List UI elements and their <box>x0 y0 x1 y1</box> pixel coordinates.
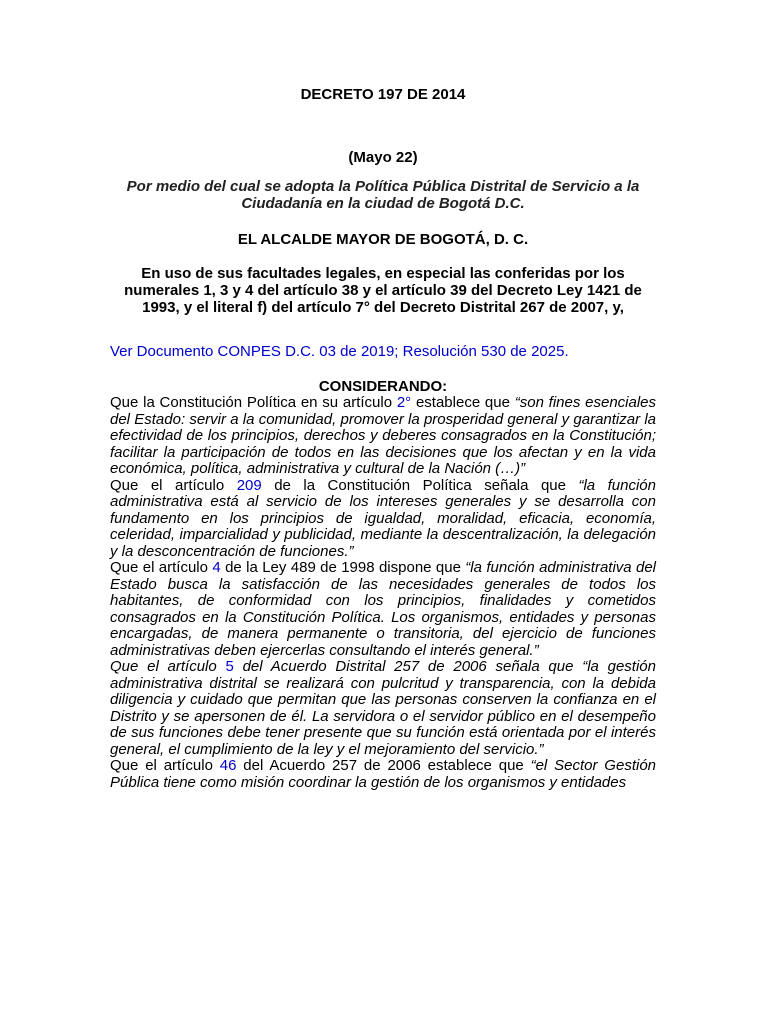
p5-post: del Acuerdo 257 de 2006 establece que <box>236 757 531 774</box>
mayor-heading: EL ALCALDE MAYOR DE BOGOTÁ, D. C. <box>237 231 529 248</box>
document-page <box>110 86 656 791</box>
article-5-link[interactable]: 5 <box>225 658 234 675</box>
decree-title: DECRETO 197 DE 2014 <box>300 86 466 103</box>
p3-quote: “la función administrativa del Estado busca la satisfacción de las necesidades generales de todos los habitantes, de conformidad con los principios, finalidades y cometidos consagrados en la Constitución Política. Los organismos, entidades y personas encargadas, de manera permanente o transitoria, del ejercicio de funciones administrativas deben ejercerlas consultando el interés general.” <box>110 559 657 659</box>
considerando-paragraph-5 <box>110 758 656 791</box>
considerando-heading: CONSIDERANDO: <box>318 378 448 395</box>
considerando-paragraph-1 <box>110 395 656 478</box>
p3-post: de la Ley 489 de 1998 dispone que <box>220 559 466 576</box>
references-link[interactable] <box>110 343 656 360</box>
p1-post: establece que <box>411 394 515 411</box>
article-2-link[interactable]: 2° <box>396 394 412 411</box>
p3-pre: Que el artículo <box>110 559 213 576</box>
p5-pre: Que el artículo <box>110 757 220 774</box>
p4-pre: Que el artículo <box>110 658 226 675</box>
p2-post: de la Constitución Política señala que <box>261 476 579 494</box>
p2-pre: Que el artículo <box>110 476 237 494</box>
p5-quote: “el Sector Gestión Pública tiene como misión coordinar la gestión de los organismos y entidades <box>110 757 657 791</box>
article-209-link[interactable]: 209 <box>236 476 262 494</box>
p1-pre: Que la Constitución Política en su artículo <box>110 394 397 411</box>
references-text[interactable]: Ver Documento CONPES D.C. 03 de 2019; Resolución 530 de 2025. <box>110 343 569 360</box>
article-4-link[interactable]: 4 <box>212 559 221 576</box>
decree-subtitle: Por medio del cual se adopta la Política Pública Distrital de Servicio a la Ciudadanía en la ciudad de Bogotá D.C. <box>126 178 640 212</box>
considerando-paragraph-2 <box>110 478 656 561</box>
considerando-paragraph-3 <box>110 560 656 659</box>
authority-statement: En uso de sus facultades legales, en especial las conferidas por los numerales 1, 3 y 4 del artículo 38 y el artículo 39 del Decreto Ley 1421 de 1993, y el literal f) del artículo 7° del Decreto Distrital 267 de 2007, y, <box>124 265 642 316</box>
article-46-link[interactable]: 46 <box>219 757 237 774</box>
p1-quote: “son fines esenciales del Estado: servir a la comunidad, promover la prosperidad general y garantizar la efectividad de los principios, derechos y deberes consagrados en la Constitución; facilitar la participación de todos en las decisiones que los afectan y en la vida económica, política, administrativa y cultural de la Nación (…)” <box>110 394 657 477</box>
considerando-paragraph-4 <box>110 659 656 758</box>
p4-post: del Acuerdo Distrital 257 de 2006 señala que “la gestión administrativa distrital se realizará con pulcritud y transparencia, con la debida diligencia y cuidado que permitan que las personas conserven la confianza en el Distrito y se apersonen de él. La servidora o el servidor público en el desempeño de sus funciones debe tener presente que su función está orientada por el interés general, el cumplimiento de la ley y el mejoramiento del servicio.” <box>110 658 656 758</box>
p2-quote: “la función administrativa está al servicio de los intereses generales y se desarrolla con fundamento en los principios de igualdad, moralidad, eficacia, economía, celeridad, imparcialidad y publicidad, mediante la descentralización, la delegación y la desconcentración de funciones.” <box>110 476 656 560</box>
decree-date: (Mayo 22) <box>348 149 418 166</box>
